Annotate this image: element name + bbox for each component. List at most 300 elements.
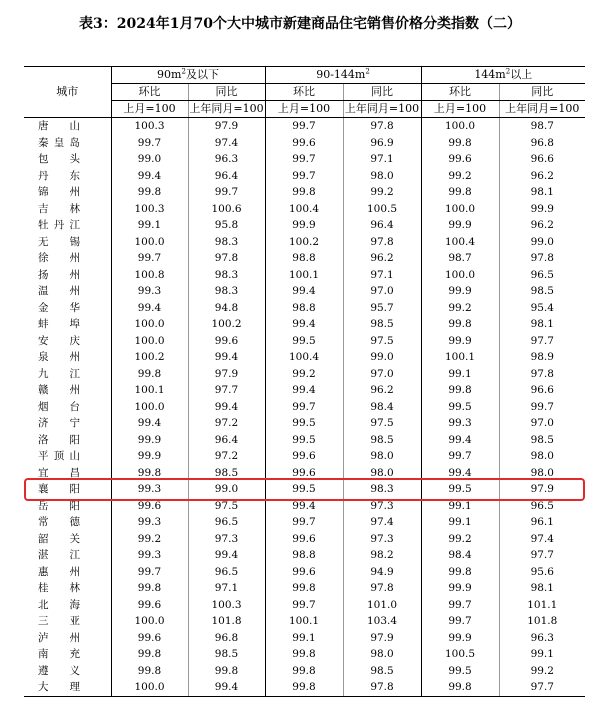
index-value-cell: 100.0	[111, 613, 188, 630]
index-value-cell: 99.7	[265, 151, 343, 168]
index-value-cell: 99.6	[421, 151, 499, 168]
index-value-cell: 95.4	[530, 301, 554, 314]
index-value-cell: 98.5	[530, 285, 554, 298]
index-value-cell: 100.1	[111, 382, 188, 399]
index-value-cell: 98.8	[265, 250, 343, 267]
table-row	[24, 415, 585, 432]
index-value-cell: 99.3	[111, 547, 188, 564]
index-value-cell: 100.0	[111, 399, 188, 416]
table-row	[24, 250, 585, 267]
city-name: 唐山	[38, 120, 80, 133]
city-name: 锦州	[38, 186, 80, 199]
index-value-cell: 97.7	[188, 382, 265, 399]
index-value-cell: 97.8	[343, 118, 421, 135]
index-value-cell: 100.4	[421, 234, 499, 251]
index-value-cell: 99.5	[265, 415, 343, 432]
index-value-cell: 100.3	[188, 597, 265, 614]
table-row	[24, 646, 585, 663]
index-value-cell: 99.0	[343, 349, 421, 366]
index-value-cell: 99.3	[111, 514, 188, 531]
index-value-cell: 99.1	[421, 366, 499, 383]
index-value-cell: 99.7	[188, 184, 265, 201]
index-value-cell: 100.0	[111, 679, 188, 696]
index-value-cell: 96.4	[188, 432, 265, 449]
index-value-cell: 97.2	[188, 448, 265, 465]
index-value-cell: 99.8	[265, 184, 343, 201]
index-value-cell: 97.3	[343, 531, 421, 548]
group-header-small: $90m^2$及以下	[111, 67, 265, 84]
index-value-cell: 96.3	[530, 631, 554, 644]
index-value-cell: 99.2	[111, 531, 188, 548]
table-row	[24, 135, 585, 152]
price-index-table	[24, 66, 585, 697]
index-value-cell: 99.7	[265, 168, 343, 185]
index-value-cell: 99.9	[111, 432, 188, 449]
index-value-cell: 94.9	[343, 564, 421, 581]
city-name: 秦皇岛	[38, 136, 80, 149]
city-cell	[24, 448, 111, 465]
city-name: 扬州	[38, 268, 80, 281]
index-value-cell: 95.8	[188, 217, 265, 234]
index-value-cell: 98.1	[530, 186, 554, 199]
index-value-cell: 95.7	[343, 300, 421, 317]
index-value-cell: 99.8	[421, 316, 499, 333]
index-value-cell: 99.8	[111, 580, 188, 597]
index-value-cell: 98.4	[343, 399, 421, 416]
city-name: 赣州	[38, 384, 80, 397]
index-value-cell: 103.4	[343, 613, 421, 630]
index-value-cell: 100.0	[111, 234, 188, 251]
city-cell	[24, 514, 111, 531]
index-value-cell: 96.2	[343, 250, 421, 267]
index-value-cell: 99.8	[265, 580, 343, 597]
index-value-cell: 99.4	[265, 382, 343, 399]
city-name: 遵义	[38, 664, 80, 677]
base-header: 上年同月=100	[499, 101, 585, 118]
index-value-cell: 99.8	[421, 382, 499, 399]
city-name: 大理	[38, 681, 80, 694]
index-value-cell: 99.1	[421, 498, 499, 515]
table-body	[24, 118, 585, 697]
index-value-cell: 99.5	[421, 399, 499, 416]
index-value-cell: 99.5	[265, 481, 343, 498]
city-name: 九江	[38, 367, 80, 380]
index-value-cell: 98.8	[265, 547, 343, 564]
index-value-cell: 98.5	[343, 432, 421, 449]
index-value-cell: 99.4	[421, 465, 499, 482]
city-name: 韶关	[38, 532, 80, 545]
city-cell	[24, 135, 111, 152]
index-value-cell: 99.2	[265, 366, 343, 383]
index-value-cell: 97.0	[343, 366, 421, 383]
index-value-cell: 99.4	[111, 300, 188, 317]
index-value-cell: 98.0	[343, 448, 421, 465]
index-value-cell: 99.8	[111, 366, 188, 383]
index-value-cell: 98.4	[421, 547, 499, 564]
city-name: 包头	[38, 153, 80, 166]
index-value-cell: 99.2	[421, 300, 499, 317]
city-cell	[24, 267, 111, 284]
index-value-cell: 96.2	[530, 219, 554, 232]
index-value-cell: 99.1	[111, 217, 188, 234]
index-value-cell: 98.5	[530, 433, 554, 446]
city-cell	[24, 333, 111, 350]
index-value-cell: 100.3	[111, 201, 188, 218]
index-value-cell: 100.5	[343, 201, 421, 218]
sub-header-mom: 环比	[111, 84, 188, 101]
table-row	[24, 151, 585, 168]
index-value-cell: 100.3	[111, 118, 188, 135]
index-value-cell: 97.1	[343, 267, 421, 284]
index-value-cell: 99.5	[421, 481, 499, 498]
sub-header-yoy: 同比	[499, 84, 585, 101]
index-value-cell: 99.9	[111, 448, 188, 465]
city-name: 安庆	[38, 334, 80, 347]
table-row	[24, 399, 585, 416]
index-value-cell: 99.8	[265, 646, 343, 663]
index-value-cell: 99.2	[421, 168, 499, 185]
index-value-cell: 99.4	[111, 168, 188, 185]
index-value-cell: 99.9	[421, 283, 499, 300]
city-name: 北海	[38, 598, 80, 611]
index-value-cell: 97.5	[343, 415, 421, 432]
base-header: 上月=100	[111, 101, 188, 118]
table-row	[24, 531, 585, 548]
city-cell	[24, 250, 111, 267]
index-value-cell: 99.1	[265, 630, 343, 647]
index-value-cell: 99.6	[188, 333, 265, 350]
group-header-medium: $90-144m^2$	[265, 67, 421, 84]
index-value-cell: 97.8	[343, 234, 421, 251]
index-value-cell: 99.2	[530, 664, 554, 677]
table-row	[24, 333, 585, 350]
index-value-cell: 100.0	[111, 333, 188, 350]
index-value-cell: 100.2	[265, 234, 343, 251]
table-row	[24, 201, 585, 218]
index-value-cell: 97.4	[530, 532, 554, 545]
sub-header-mom: 环比	[421, 84, 499, 101]
city-cell	[24, 382, 111, 399]
index-value-cell: 98.7	[421, 250, 499, 267]
index-value-cell: 98.0	[530, 466, 554, 479]
index-value-cell: 99.4	[421, 432, 499, 449]
index-value-cell: 99.8	[111, 663, 188, 680]
index-value-cell: 99.7	[265, 514, 343, 531]
city-cell	[24, 399, 111, 416]
index-value-cell: 99.3	[421, 415, 499, 432]
index-value-cell: 98.3	[188, 267, 265, 284]
base-header: 上月=100	[265, 101, 343, 118]
index-value-cell: 100.2	[111, 349, 188, 366]
index-value-cell: 100.0	[421, 201, 499, 218]
index-value-cell: 99.8	[111, 184, 188, 201]
city-cell	[24, 580, 111, 597]
city-name: 泉州	[38, 351, 80, 364]
index-value-cell: 98.0	[343, 465, 421, 482]
table-row	[24, 547, 585, 564]
index-value-cell: 98.5	[188, 646, 265, 663]
table-row	[24, 316, 585, 333]
index-value-cell: 98.9	[530, 351, 554, 364]
sub-header-mom: 环比	[265, 84, 343, 101]
table-row	[24, 267, 585, 284]
index-value-cell: 97.8	[343, 580, 421, 597]
index-value-cell: 98.3	[188, 234, 265, 251]
index-value-cell: 99.4	[265, 498, 343, 515]
index-value-cell: 96.4	[188, 168, 265, 185]
table-row	[24, 300, 585, 317]
index-value-cell: 98.3	[188, 283, 265, 300]
city-cell	[24, 349, 111, 366]
table-row	[24, 382, 585, 399]
index-value-cell: 99.7	[111, 564, 188, 581]
index-value-cell: 96.4	[343, 217, 421, 234]
index-value-cell: 101.1	[527, 598, 558, 611]
index-value-cell: 100.8	[111, 267, 188, 284]
table-row	[24, 118, 585, 135]
index-value-cell: 99.8	[265, 679, 343, 696]
index-value-cell: 99.1	[421, 514, 499, 531]
table-row	[24, 168, 585, 185]
index-value-cell: 100.1	[421, 349, 499, 366]
index-value-cell: 99.4	[265, 283, 343, 300]
city-name: 常德	[38, 516, 80, 529]
index-value-cell: 98.2	[343, 547, 421, 564]
index-value-cell: 99.5	[421, 663, 499, 680]
index-value-cell: 101.8	[188, 613, 265, 630]
index-value-cell: 98.1	[530, 582, 554, 595]
index-value-cell: 99.8	[111, 465, 188, 482]
city-cell	[24, 630, 111, 647]
index-value-cell: 99.0	[111, 151, 188, 168]
index-value-cell: 99.4	[188, 399, 265, 416]
city-column-header: 城市	[24, 67, 111, 118]
table-row	[24, 349, 585, 366]
index-value-cell: 99.6	[265, 564, 343, 581]
table-row	[24, 514, 585, 531]
sub-header-yoy: 同比	[343, 84, 421, 101]
index-value-cell: 99.7	[111, 135, 188, 152]
index-value-cell: 97.2	[188, 415, 265, 432]
index-value-cell: 101.0	[343, 597, 421, 614]
index-value-cell: 99.7	[530, 400, 554, 413]
index-value-cell: 97.1	[343, 151, 421, 168]
city-cell	[24, 283, 111, 300]
index-value-cell: 99.7	[111, 250, 188, 267]
index-value-cell: 99.0	[188, 481, 265, 498]
city-name: 惠州	[38, 565, 80, 578]
index-value-cell: 96.8	[530, 136, 554, 149]
city-cell	[24, 547, 111, 564]
table-row	[24, 679, 585, 696]
city-name: 南充	[38, 648, 80, 661]
city-name: 泸州	[38, 631, 80, 644]
index-value-cell: 99.6	[265, 531, 343, 548]
city-cell	[24, 300, 111, 317]
index-value-cell: 99.8	[265, 663, 343, 680]
index-value-cell: 99.9	[421, 630, 499, 647]
index-value-cell: 96.3	[188, 151, 265, 168]
index-value-cell: 97.4	[343, 514, 421, 531]
index-value-cell: 97.1	[188, 580, 265, 597]
index-value-cell: 100.0	[111, 316, 188, 333]
index-value-cell: 99.6	[111, 630, 188, 647]
index-value-cell: 99.6	[265, 135, 343, 152]
index-value-cell: 99.4	[188, 679, 265, 696]
sub-header-yoy: 同比	[188, 84, 265, 101]
base-header: 上年同月=100	[188, 101, 265, 118]
city-cell	[24, 151, 111, 168]
index-value-cell: 94.8	[188, 300, 265, 317]
index-value-cell: 97.0	[530, 417, 554, 430]
index-value-cell: 97.5	[188, 498, 265, 515]
index-value-cell: 100.6	[188, 201, 265, 218]
index-value-cell: 99.4	[188, 547, 265, 564]
index-value-cell: 100.0	[421, 267, 499, 284]
city-name: 丹东	[38, 169, 80, 182]
page-title: 表3：2024年1月70个大中城市新建商品住宅销售价格分类指数（二）	[79, 16, 521, 32]
city-name: 宜昌	[38, 466, 80, 479]
table-row	[24, 597, 585, 614]
index-value-cell: 99.7	[265, 597, 343, 614]
city-name: 岳阳	[38, 499, 80, 512]
index-value-cell: 97.4	[188, 135, 265, 152]
index-value-cell: 96.5	[530, 499, 554, 512]
index-value-cell: 99.8	[188, 663, 265, 680]
city-cell	[24, 316, 111, 333]
table-row	[24, 564, 585, 581]
index-value-cell: 98.8	[265, 300, 343, 317]
index-value-cell: 99.5	[265, 432, 343, 449]
city-cell	[24, 184, 111, 201]
index-value-cell: 98.0	[343, 168, 421, 185]
index-value-cell: 99.8	[421, 679, 499, 696]
index-value-cell: 99.8	[421, 564, 499, 581]
city-cell	[24, 217, 111, 234]
index-value-cell: 99.7	[421, 597, 499, 614]
city-name: 平顶山	[38, 450, 80, 463]
index-value-cell: 99.2	[343, 184, 421, 201]
index-value-cell: 96.5	[188, 564, 265, 581]
table-row	[24, 184, 585, 201]
index-value-cell: 97.0	[343, 283, 421, 300]
index-value-cell: 96.2	[530, 169, 554, 182]
city-name: 洛阳	[38, 433, 80, 446]
index-value-cell: 99.8	[421, 135, 499, 152]
table-row	[24, 613, 585, 630]
index-value-cell: 97.8	[530, 252, 554, 265]
city-cell	[24, 432, 111, 449]
index-value-cell: 98.3	[343, 481, 421, 498]
index-value-cell: 99.0	[530, 235, 554, 248]
index-value-cell: 97.9	[343, 630, 421, 647]
index-value-cell: 98.5	[188, 465, 265, 482]
city-cell	[24, 597, 111, 614]
city-cell	[24, 234, 111, 251]
index-value-cell: 99.7	[265, 118, 343, 135]
index-value-cell: 95.6	[530, 565, 554, 578]
city-name: 烟台	[38, 400, 80, 413]
city-name: 无锡	[38, 235, 80, 248]
city-name: 桂林	[38, 582, 80, 595]
index-value-cell: 98.1	[530, 318, 554, 331]
index-value-cell: 99.5	[265, 333, 343, 350]
city-cell	[24, 564, 111, 581]
index-value-cell: 97.3	[188, 531, 265, 548]
index-value-cell: 99.7	[421, 448, 499, 465]
index-value-cell: 100.0	[421, 118, 499, 135]
base-header: 上年同月=100	[343, 101, 421, 118]
table-row	[24, 580, 585, 597]
city-name: 襄阳	[38, 483, 80, 496]
table-row	[24, 663, 585, 680]
group-header-large: $144m^2$以上	[421, 67, 585, 84]
index-value-cell: 100.5	[421, 646, 499, 663]
table-row	[24, 630, 585, 647]
city-cell	[24, 118, 111, 135]
table-row	[24, 366, 585, 383]
city-name: 金华	[38, 301, 80, 314]
index-value-cell: 98.0	[343, 646, 421, 663]
index-value-cell: 99.9	[265, 217, 343, 234]
index-value-cell: 99.7	[265, 399, 343, 416]
index-value-cell: 97.9	[530, 483, 554, 496]
index-value-cell: 99.6	[265, 448, 343, 465]
index-value-cell: 97.8	[188, 250, 265, 267]
index-value-cell: 101.8	[527, 615, 558, 628]
city-name: 吉林	[38, 202, 80, 215]
table-row	[24, 234, 585, 251]
index-value-cell: 100.1	[265, 613, 343, 630]
index-value-cell: 96.2	[343, 382, 421, 399]
index-value-cell: 99.9	[421, 217, 499, 234]
index-value-cell: 99.9	[421, 333, 499, 350]
city-name: 三亚	[38, 615, 80, 628]
index-value-cell: 97.8	[343, 679, 421, 696]
table-row	[24, 432, 585, 449]
index-value-cell: 97.5	[343, 333, 421, 350]
index-value-cell: 100.2	[188, 316, 265, 333]
index-value-cell: 100.4	[265, 201, 343, 218]
index-value-cell: 96.5	[530, 268, 554, 281]
index-value-cell: 97.9	[188, 118, 265, 135]
highlight-box	[24, 478, 585, 501]
index-value-cell: 99.6	[111, 498, 188, 515]
table-row	[24, 283, 585, 300]
city-cell	[24, 201, 111, 218]
index-value-cell: 99.4	[111, 415, 188, 432]
city-cell	[24, 366, 111, 383]
index-value-cell: 96.8	[188, 630, 265, 647]
city-name: 济宁	[38, 417, 80, 430]
index-value-cell: 96.6	[530, 153, 554, 166]
index-value-cell: 98.0	[530, 450, 554, 463]
index-value-cell: 97.8	[530, 367, 554, 380]
index-value-cell: 97.7	[530, 549, 554, 562]
index-value-cell: 99.9	[421, 580, 499, 597]
city-cell	[24, 663, 111, 680]
index-value-cell: 99.9	[530, 202, 554, 215]
table-row	[24, 217, 585, 234]
index-value-cell: 99.3	[111, 481, 188, 498]
city-cell	[24, 613, 111, 630]
index-value-cell: 97.3	[343, 498, 421, 515]
index-value-cell: 99.4	[265, 316, 343, 333]
index-value-cell: 99.8	[421, 184, 499, 201]
index-value-cell: 97.9	[188, 366, 265, 383]
base-header: 上月=100	[421, 101, 499, 118]
index-value-cell: 97.7	[530, 334, 554, 347]
